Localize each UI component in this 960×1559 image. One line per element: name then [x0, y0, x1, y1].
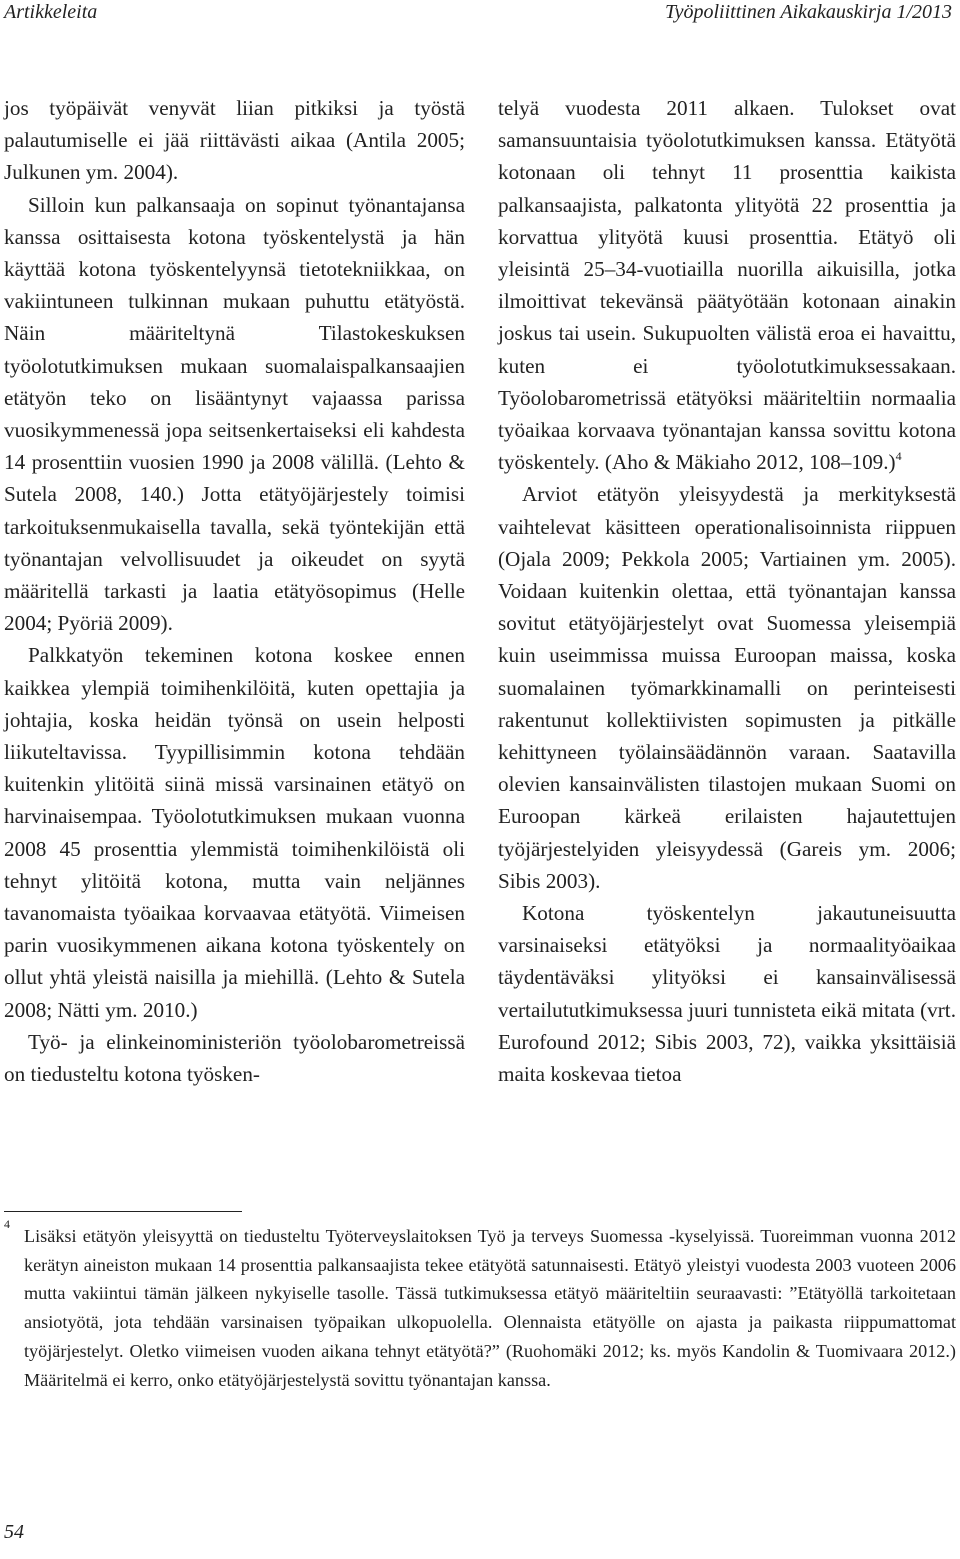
paragraph-text: telyä vuodesta 2011 alkaen. Tulokset ovat samansuuntaisia työolotutkimuksen kanssa. Etätyötä kotonaan oli tehnyt 11 prosenttia kaikista palkansaajista, palkatonta ylityötä 22 prosenttia ja korvattua ylityötä kuusi prosenttia. Etätyö oli yleisintä 25–34-vuotiailla nuorilla aikuisilla, jotka ilmoittivat tekevänsä päätyötään kotonaan ainakin joskus tai usein. Sukupuolten välistä eroa ei havaittu, kuten ei työolotutkimuksessakaan. Työolobarometrissä etätyöksi määriteltiin normaalia työaikaa korvaava työnantajan kanssa sovittu kotona työskentely. (Aho & Mäkiaho 2012, 108–109.) [498, 96, 956, 475]
footnote-divider [4, 1211, 242, 1212]
paragraph: Silloin kun palkansaaja on sopinut työnantajansa kanssa osittaisesta kotona työskentelystä ja hän käyttää kotona työskentelyynsä tietotekniikkaa, on vakiintuneen tulkinnan mukaan puhuttu etätyöstä. Näin määriteltynä Tilastokeskuksen työolotutkimuksen mukaan suomalaispalkansaajien etätyön teko on lisääntynyt vajaassa parissa vuosikymmenessä jopa seitsenkertaiseksi eli kahdesta 14 prosenttiin vuosien 1990 ja 2008 välillä. (Lehto & Sutela 2008, 140.) Jotta etätyöjärjestely toimisi tarkoituksenmukaisella tavalla, sekä työntekijän että työnantajan velvollisuudet ja oikeudet on syytä määritellä tarkasti ja laatia etätyösopimus (Helle 2004; Pyöriä 2009). [4, 192, 465, 636]
running-header [0, 0, 960, 28]
paragraph-continued [498, 92, 956, 478]
right-column [498, 92, 956, 1090]
footnote-text: Lisäksi etätyön yleisyyttä on tiedusteltu Työterveyslaitoksen Työ ja terveys Suomessa -kyselyissä. Tuoreimman vuonna 2012 kerätyn aineiston mukaan 14 prosenttia palkansaajista tekee etätyötä satunnaisesti. Etätyö yleistyi vuodesta 2003 vuoteen 2006 mutta vakiintui tämän jälkeen nykyiselle tasolle. Tässä tutkimuksessa etätyö määriteltiin seuraavasti: ”Etätyöllä tarkoitetaan ansiotyötä, jota tehdään varsinaisen työpaikan ulkopuolella. Olennaista etätyölle on ajasta ja paikasta riippumattomat työjärjestelyt. Oletko viimeisen vuoden aikana tehnyt etätyötä?” (Ruohomäki 2012; ks. myös Kandolin & Tuomivaara 2012.) Määritelmä ei kerro, onko etätyöjärjestelystä sovittu työnantajan kanssa. [24, 1226, 956, 1390]
page-number: 54 [4, 1521, 24, 1543]
footnote [4, 1217, 956, 1394]
paragraph-continued: jos työpäivät venyvät liian pitkiksi ja työstä palautumiselle ei jää riittävästi aikaa (Antila 2005; Julkunen ym. 2004). [4, 96, 465, 185]
left-column [4, 92, 465, 1090]
paragraph: Kotona työskentelyn jakautuneisuutta varsinaiseksi etätyöksi ja normaalityöaikaa täydentäväksi ylityöksi ei kansainvälisessä vertailututkimuksessa juuri tunnisteta eikä mitata (vrt. Eurofound 2012; Sibis 2003, 72), vaikka yksittäisiä maita koskevaa tietoa [498, 901, 956, 1087]
paragraph: Palkkatyön tekeminen kotona koskee ennen kaikkea ylempiä toimihenkilöitä, kuten opettajia ja johtajia, koska heidän työnsä on usein helposti liikuteltavissa. Tyypillisimmin kotona tehdään kuitenkin ylitöitä siinä missä varsinainen etätyö on harvinaisempaa. Työolotutkimuksen mukaan vuonna 2008 45 prosenttia ylemmistä toimihenkilöistä oli tehnyt ylitöitä kotona, mutta vain neljännes tavanomaista työaikaa korvaavaa etätyötä. Viimeisen parin vuosikymmenen aikana kotona työskentely on ollut yhtä yleistä naisilla ja miehillä. (Lehto & Sutela 2008; Nätti ym. 2010.) [4, 643, 465, 1022]
paragraph: Työ- ja elinkeinoministeriön työolobarometreissä on tiedusteltu kotona työsken- [4, 1029, 465, 1087]
footnote-reference[interactable]: 4 [895, 449, 902, 464]
footnote-number: 4 [4, 1217, 10, 1231]
journal-title: Työpoliittinen Aikakauskirja 1/2013 [664, 1, 952, 23]
section-label: Artikkeleita [4, 1, 98, 23]
paragraph: Arviot etätyön yleisyydestä ja merkityksestä vaihtelevat käsitteen operationalisoinnista riippuen (Ojala 2009; Pekkola 2005; Vartiainen ym. 2005). Voidaan kuitenkin olettaa, että työnantajan kanssa sovitut etätyöjärjestelyt ovat Suomessa yleisempiä kuin useimmissa muissa Euroopan maissa, koska suomalainen työmarkkinamalli on perinteisesti rakentunut kollektiivisten sopimusten ja pitkälle kehittyneen työlainsäädännön varaan. Saatavilla olevien kansainvälisten tilastojen mukaan Suomi on Euroopan kärkeä erilaisten hajautettujen työjärjestelyiden yleisyydessä (Gareis ym. 2006; Sibis 2003). [498, 482, 956, 893]
